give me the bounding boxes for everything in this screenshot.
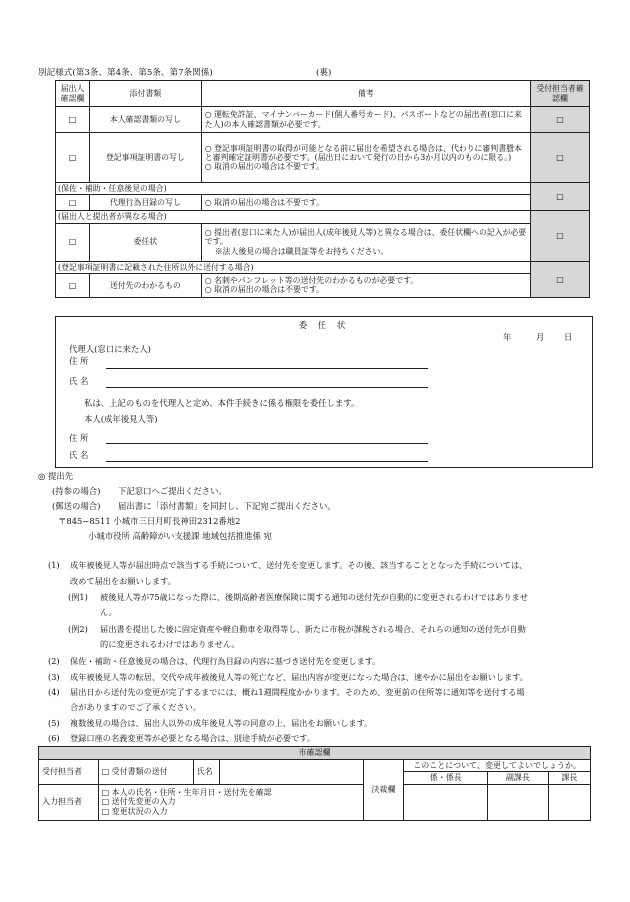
agent-heading: 代理人(窓口に来た人) — [69, 344, 151, 354]
input-staff-label: 入力担当者 — [39, 784, 99, 820]
approval-question: このことについて、変更してよいでしょうか。 — [404, 759, 591, 772]
agent-name-label: 氏 名 — [69, 376, 89, 386]
staff-checkbox[interactable]: □ — [531, 211, 590, 261]
table-row — [56, 223, 590, 261]
note-line: ○ 取消の届出の場合は不要です。 — [204, 162, 324, 172]
attachments-table — [55, 80, 590, 298]
principal-name-label: 氏 名 — [69, 450, 89, 460]
table-row — [56, 273, 590, 297]
role-header: 副課長 — [488, 772, 548, 785]
section-label: (登記事項証明書に記載された住所以外に送付する場合) — [56, 261, 531, 273]
approval-label: 決裁欄 — [363, 759, 403, 820]
staff-checkbox[interactable]: □ — [531, 107, 590, 133]
page-side-label: (裏) — [316, 68, 332, 78]
note-num: (3) — [48, 672, 60, 682]
document-name: 本人確認書類の写し — [89, 107, 201, 133]
staff-checkbox[interactable]: □ — [531, 183, 590, 211]
note-text: 改めて届出をお願いします。 — [70, 576, 176, 586]
table-row — [56, 195, 590, 211]
note-line: ○ 提出者(窓口に来た人)が届出人(成年後見人等)と異なる場合は、委任状欄への記入が必要です。 — [204, 228, 527, 247]
note-num: (1) — [48, 560, 60, 570]
role-header: 係・係長 — [404, 772, 488, 785]
checklist-item[interactable]: □ 送付先変更の入力 — [101, 797, 176, 807]
table-row — [56, 133, 590, 183]
mail-label: (郵送の場合) — [52, 501, 101, 511]
applicant-checkbox[interactable]: □ — [56, 273, 90, 297]
document-name: 送付先のわかるもの — [89, 273, 201, 297]
year-label: 年 — [503, 332, 512, 342]
agent-address-label: 住 所 — [69, 356, 89, 366]
col-header-staff-check: 受付担当者確認欄 — [531, 81, 590, 107]
day-label: 日 — [564, 332, 573, 342]
proxy-form-title: 委 任 状 — [298, 320, 350, 330]
month-label: 月 — [536, 332, 545, 342]
role-header: 課長 — [548, 772, 590, 785]
notes-cell — [201, 223, 530, 261]
checklist-item[interactable]: □ 変更状況の入力 — [101, 807, 168, 817]
applicant-checkbox[interactable]: □ — [56, 195, 90, 211]
note-text: 届出日から送付先の変更が完了するまでには、概ね1週間程度かかります。そのため、変更前の住所等に通知等を送付する場 — [70, 687, 525, 697]
section-label: (届出人と提出者が異なる場合) — [56, 211, 531, 223]
submission-heading: ◎ 提出先 — [38, 471, 74, 481]
proxy-form — [55, 316, 593, 468]
document-name: 委任状 — [89, 223, 201, 261]
note-text: 保佐・補助・任意後見の場合は、代理行為目録の内容に基づき送付先を変更します。 — [70, 656, 381, 666]
principal-address-label: 住 所 — [69, 433, 89, 443]
note-num: (2) — [48, 656, 60, 666]
note-line: ○ 名刺やパンフレット等の送付先のわかるものが必要です。 — [204, 276, 419, 286]
notes-cell — [201, 133, 530, 183]
office-use-table — [38, 746, 591, 821]
col-header-notes: 備考 — [201, 81, 530, 107]
example-label: (例1) — [68, 592, 88, 602]
applicant-checkbox[interactable]: □ — [56, 133, 90, 183]
note-text: 成年被後見人等の転居、交代や成年被後見人等の死亡など、届出内容が変更になった場合は、速やかに届出をお願いします。 — [70, 672, 528, 682]
note-text: 複数後見の場合は、届出人以外の成年後見人等の同意の上、届出をお願いします。 — [70, 718, 373, 728]
form-title: 別記様式(第3条、第4条、第5条、第7条関係) — [38, 68, 213, 78]
principal-heading: 本人(成年後見人等) — [84, 414, 158, 424]
approval-stamp-cell[interactable] — [488, 784, 548, 820]
example-text: 届出書を提出した後に固定資産や軽自動車を取得等し、新たに市税が課税される場合、それらの通知の送付先が自動 — [100, 624, 526, 634]
staff-checkbox[interactable]: □ — [531, 133, 590, 183]
col-header-document: 添付書類 — [89, 81, 201, 107]
document-name: 代理行為目録の写し — [89, 195, 201, 211]
checklist-item[interactable]: □ 本人の氏名・住所・生年月日・送付先を確認 — [101, 787, 272, 797]
staff-checkbox[interactable]: □ — [531, 261, 590, 297]
applicant-checkbox[interactable]: □ — [56, 107, 90, 133]
input-checklist — [98, 784, 363, 820]
example-label: (例2) — [68, 624, 88, 634]
note-text: 成年被後見人等が届出時点で該当する手続について、送付先を変更します。その後、該当することとなった手続については、 — [70, 560, 528, 570]
office-address: 小城市役所 高齢障がい支援課 地域包括推進係 宛 — [88, 531, 272, 541]
note-line: ○ 登記事項証明書の取得が可能となる前に届出を希望される場合は、代わりに審判書謄本と審判確定証明書が必要です。(届出日において発行の日から3か月以内のものに限る。) — [204, 143, 522, 162]
notes-cell — [201, 273, 530, 297]
postal-address: 〒845−8511 小城市三日月町長神田2312番地2 — [58, 516, 241, 526]
notes-cell: ○ 運転免許証、マイナンバーカード(個人番号カード)、パスポートなどの届出者(窓口に来た人)の本人確認書類が必要です。 — [201, 107, 530, 133]
note-num: (5) — [48, 718, 60, 728]
agent-address-field[interactable] — [106, 368, 428, 369]
document-name: 登記事項証明書の写し — [89, 133, 201, 183]
bring-text: 下記窓口へご提出ください。 — [118, 486, 227, 496]
reception-label: 受付担当者 — [39, 759, 99, 784]
table-row — [56, 107, 590, 133]
example-text: 的に変更されるわけではありません。 — [100, 639, 240, 649]
agent-name-field[interactable] — [106, 387, 428, 388]
staff-name-field[interactable] — [220, 759, 363, 784]
approval-stamp-cell[interactable] — [404, 784, 488, 820]
reception-checkbox[interactable]: □ 受付書類の送付 — [98, 759, 193, 784]
note-text: 登録口座の名義変更等が必要となる場合は、別途手続が必要です。 — [70, 733, 315, 743]
approval-stamp-cell[interactable] — [548, 784, 590, 820]
principal-address-field[interactable] — [106, 443, 428, 444]
note-num: (6) — [48, 733, 60, 743]
example-text: 被後見人等が75歳になった際に、後期高齢者医療保険に関する通知の送付先が自動的に変更されるわけではありませ — [100, 592, 528, 602]
delegation-statement: 私は、上記のものを代理人と定め、本件手続きに係る権限を委任します。 — [84, 398, 360, 408]
office-table-title: 市確認欄 — [39, 747, 591, 760]
staff-name-label: 氏名 — [193, 759, 220, 784]
note-num: (4) — [48, 687, 60, 697]
note-line: ※法人後見の場合は職員証等をお持ちください。 — [214, 246, 389, 256]
col-header-applicant-check: 届出人確認欄 — [56, 81, 90, 107]
applicant-checkbox[interactable]: □ — [56, 223, 90, 261]
note-text: 合がありますのでご了承ください。 — [70, 702, 202, 712]
mail-text: 届出書に「添付書類」を同封し、下記宛ご提出ください。 — [118, 501, 336, 511]
section-label: (保佐・補助・任意後見の場合) — [56, 183, 531, 195]
principal-name-field[interactable] — [106, 461, 428, 462]
notes-cell: ○ 取消の届出の場合は不要です。 — [201, 195, 530, 211]
example-text: ん。 — [100, 607, 117, 617]
bring-label: (持参の場合) — [52, 486, 101, 496]
note-line: ○ 取消の届出の場合は不要です。 — [204, 285, 324, 295]
